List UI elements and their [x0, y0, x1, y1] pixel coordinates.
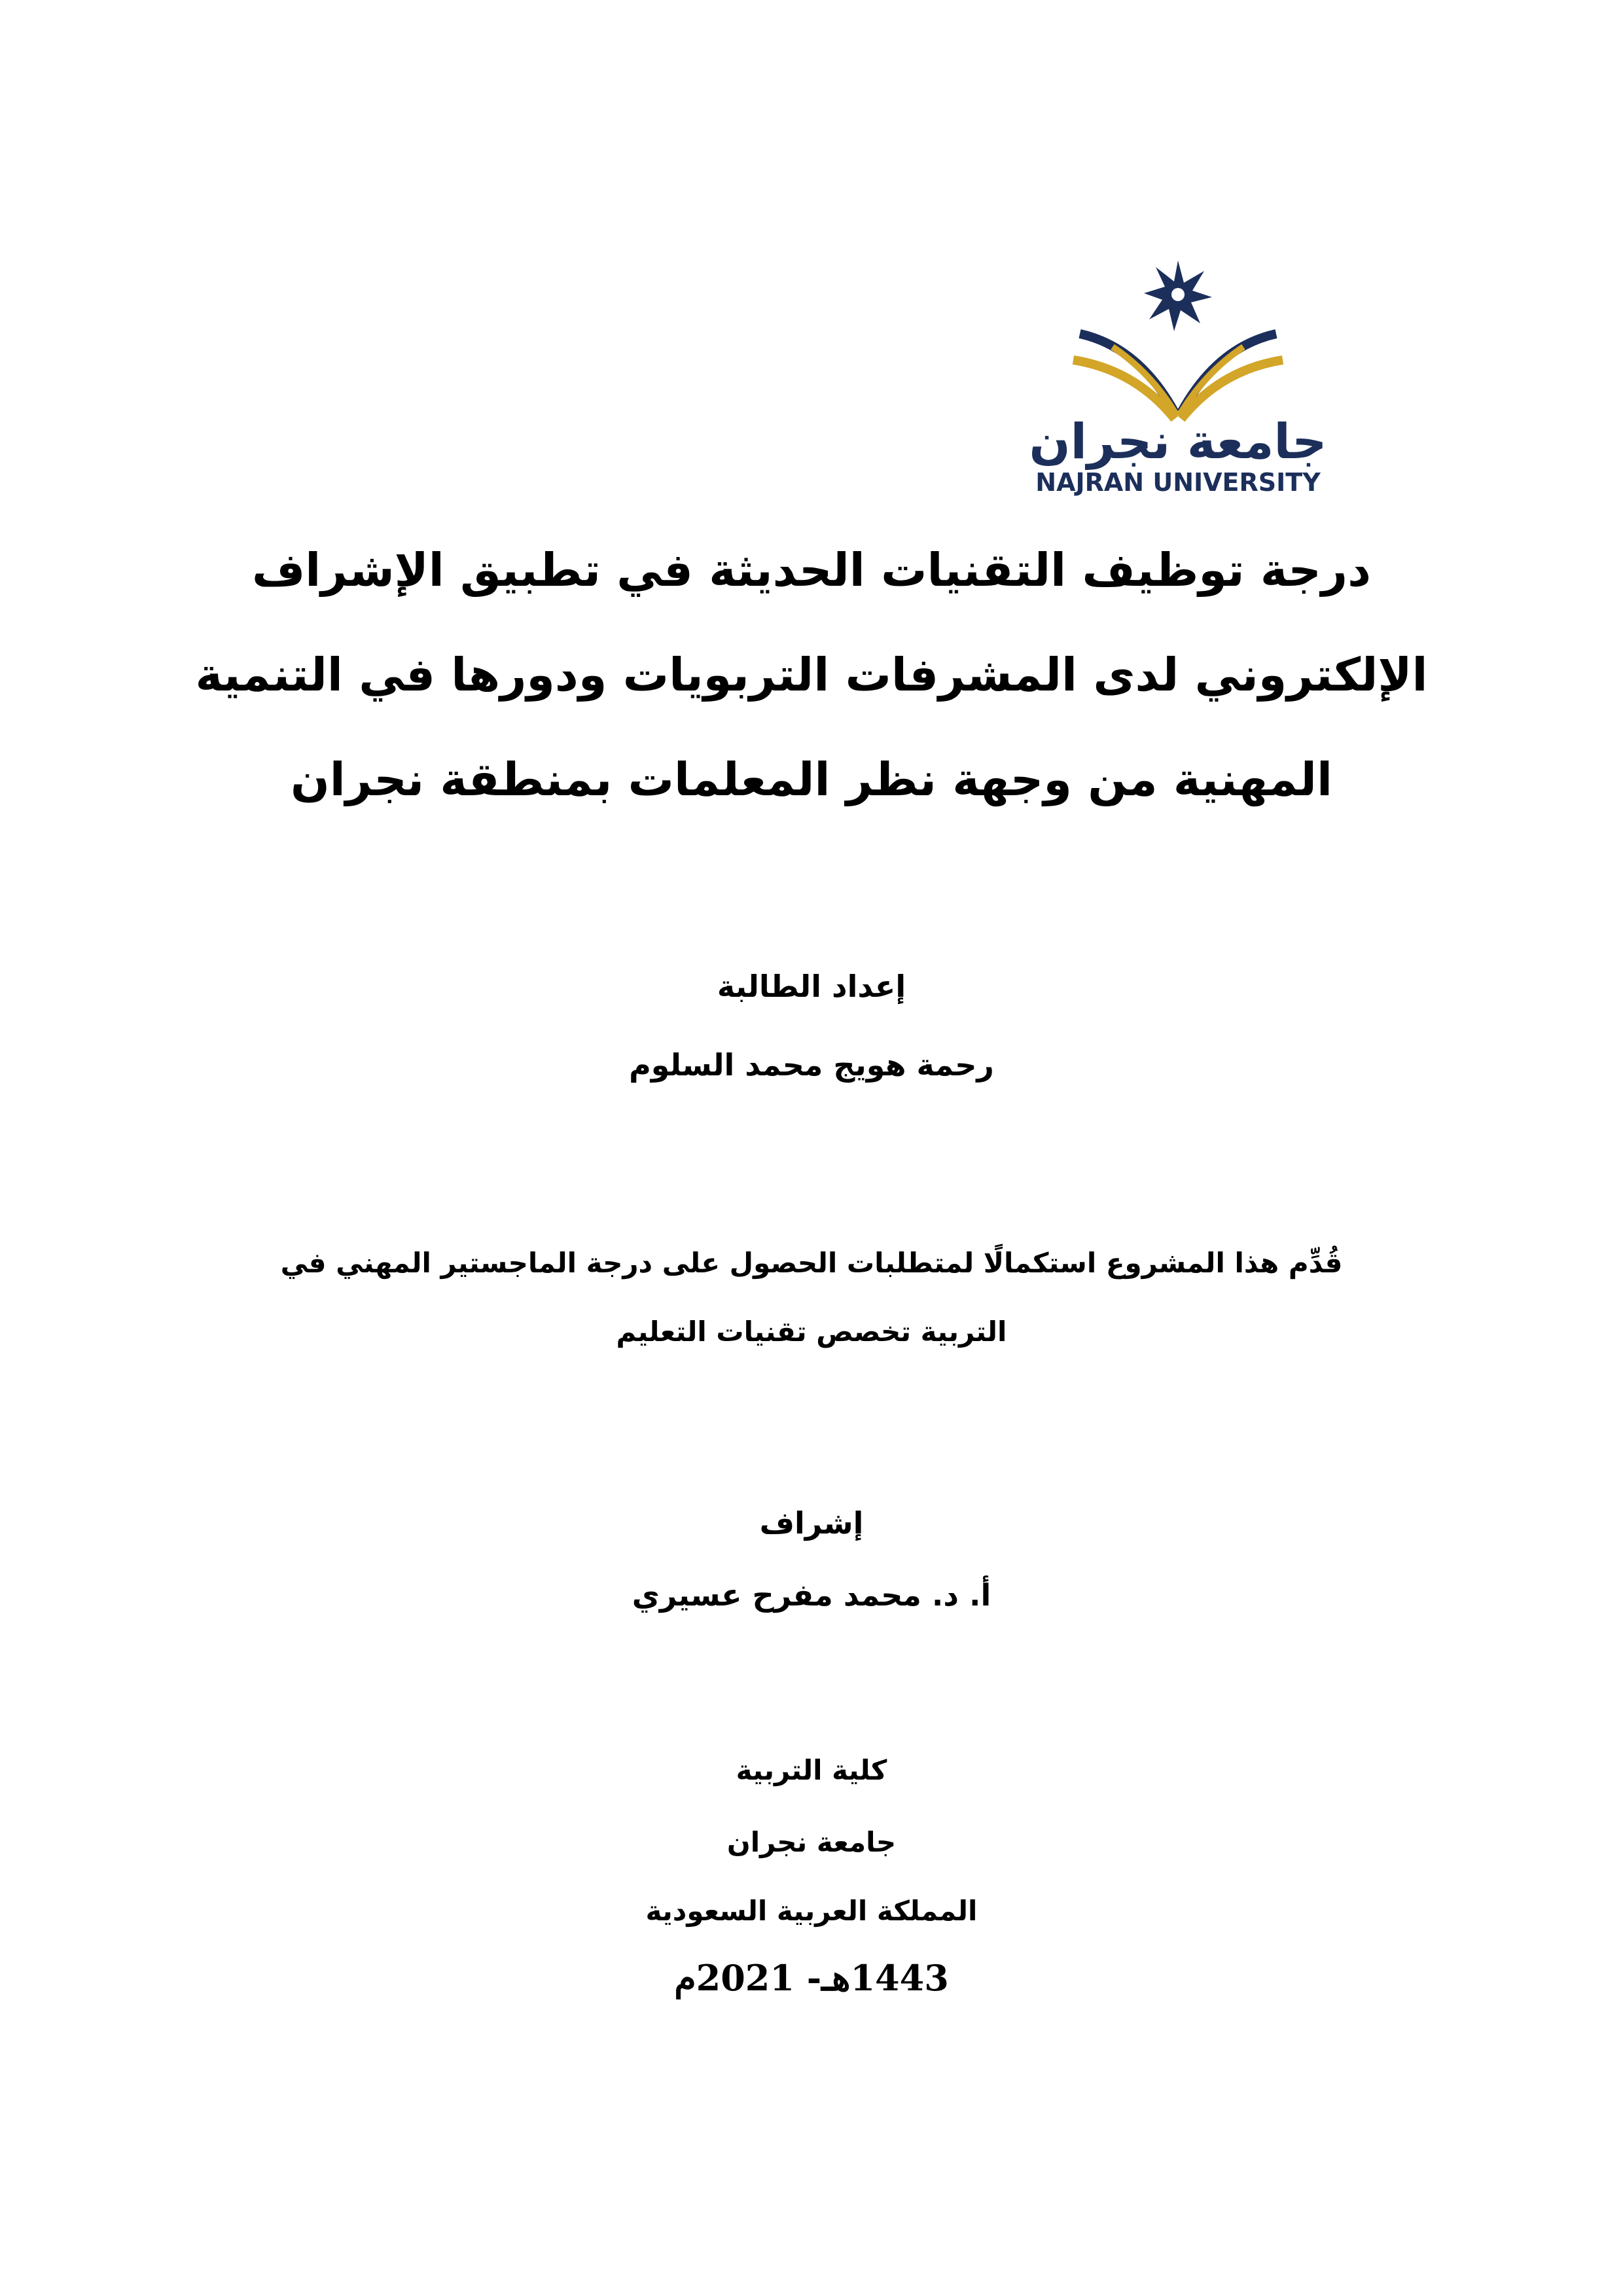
- title-line-3: المهنية من وجهة نظر المعلمات بمنطقة نجران: [291, 753, 1332, 806]
- country-name: المملكة العربية السعودية: [645, 1895, 978, 1927]
- university-logo: [1008, 249, 1348, 497]
- student-name: رحمة هويج محمد السلوم: [629, 1047, 994, 1083]
- student-label: إعداد الطالبة: [717, 969, 906, 1004]
- submission-line-2: التربية تخصص تقنيات التعليم: [616, 1316, 1007, 1348]
- supervisor-name: أ. د. محمد مفرح عسيري: [632, 1577, 991, 1613]
- logo-english-name: NAJRAN UNIVERSITY: [1035, 468, 1321, 497]
- date-line: 1443هـ- 2021م: [674, 1957, 949, 1999]
- title-line-1: درجة توظيف التقنيات الحديثة في تطبيق الإشراف: [251, 543, 1372, 597]
- supervisor-label: إشراف: [759, 1505, 864, 1541]
- najran-university-logo-icon: [1008, 249, 1348, 497]
- submission-line-1: قُدِّم هذا المشروع استكمالًا لمتطلبات الحصول على درجة الماجستير المهني في: [280, 1247, 1343, 1279]
- college-name: كلية التربية: [736, 1754, 887, 1786]
- university-name: جامعة نجران: [726, 1826, 897, 1858]
- logo-arabic-name: جامعة نجران: [1029, 414, 1327, 470]
- title-line-2: الإلكتروني لدى المشرفات التربويات ودورها في التنمية: [195, 648, 1428, 702]
